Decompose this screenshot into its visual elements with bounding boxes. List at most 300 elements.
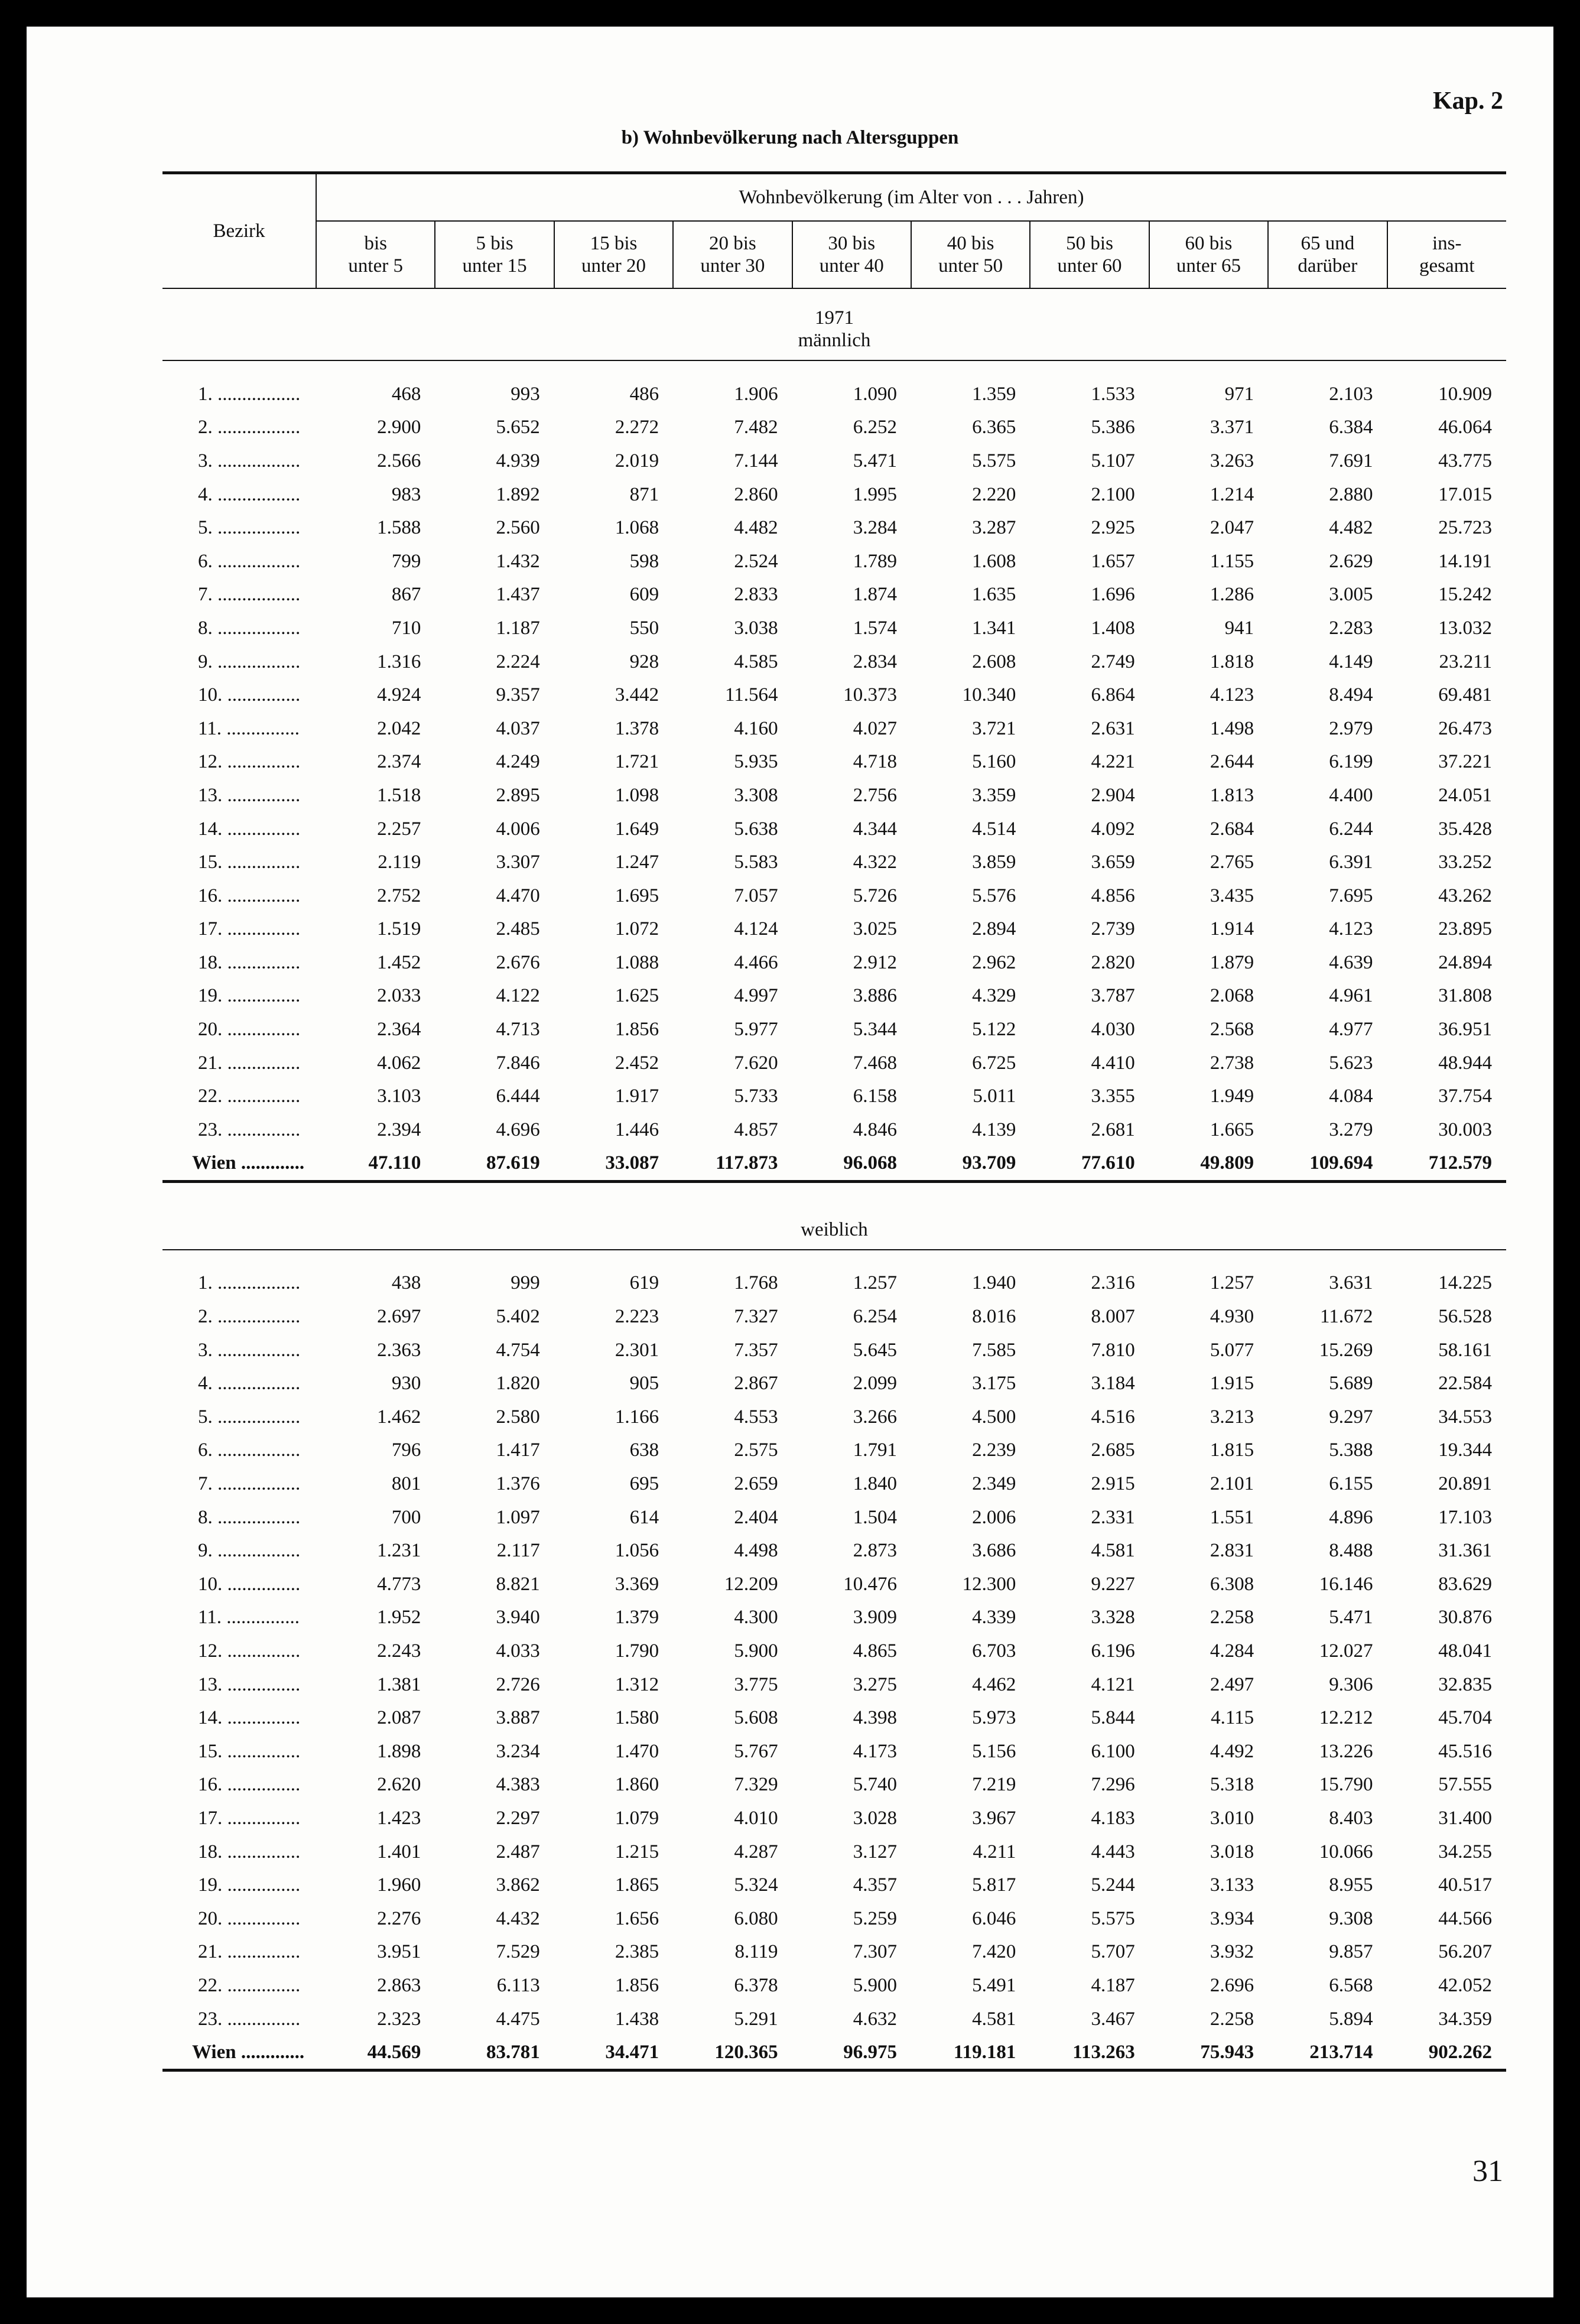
table-cell: 119.181 [911,2036,1030,2071]
table-cell: 2.820 [1091,951,1135,973]
age-group-line1: 65 und [1301,233,1355,254]
table-cell: 15.269 [1319,1339,1373,1361]
table-cell: 2.301 [615,1339,659,1361]
table-cell: 983 [391,483,421,505]
table-cell: 87.619 [435,1147,554,1182]
row-label: 7. ................. [198,1473,301,1495]
table-cell: 2.258 [1210,1607,1254,1629]
table-cell: 57.555 [1438,1774,1492,1796]
table-cell: 4.492 [1210,1740,1254,1762]
table-cell: 4.115 [1211,1707,1254,1729]
table-cell: 5.471 [1329,1607,1373,1629]
table-cell: 2.087 [377,1707,421,1729]
row-label: 12. ............... [198,751,301,773]
table-cell: 2.575 [734,1439,778,1461]
table-cell: 4.432 [496,1907,540,1929]
table-cell: 1.257 [853,1272,897,1294]
table-cell: 4.857 [734,1119,778,1140]
table-cell: 7.691 [1329,450,1373,472]
age-group-header [554,221,673,288]
table-row [162,1113,1506,1147]
table-cell: 23.211 [1439,651,1492,672]
table-cell: 4.329 [972,985,1016,1007]
table-cell: 2.331 [1091,1506,1135,1528]
table-cell: 12.300 [962,1573,1016,1595]
table-cell: 5.733 [734,1085,778,1107]
table-cell: 3.371 [1210,417,1254,438]
table-cell: 4.033 [496,1640,540,1662]
table-cell: 930 [391,1373,421,1395]
table-cell: 1.879 [1210,951,1254,973]
table-row [162,1969,1506,2003]
table-cell: 1.470 [615,1740,659,1762]
table-cell: 4.123 [1329,918,1373,940]
table-cell: 3.103 [377,1085,421,1107]
table-cell: 49.809 [1149,1147,1268,1182]
table-cell: 6.568 [1329,1974,1373,1996]
table-cell: 2.297 [496,1807,540,1829]
table-cell: 4.027 [853,717,897,739]
table-cell: 45.704 [1438,1707,1492,1729]
table-cell: 1.898 [377,1740,421,1762]
table-cell: 4.183 [1091,1807,1135,1829]
table-cell: 43.262 [1438,885,1492,906]
table-cell: 2.566 [377,450,421,472]
table-cell: 2.833 [734,584,778,606]
table-cell: 1.914 [1210,918,1254,940]
table-cell: 1.588 [377,517,421,539]
table-cell: 6.444 [496,1085,540,1107]
table-row [162,1634,1506,1668]
table-cell: 2.560 [496,517,540,539]
table-cell: 2.860 [734,483,778,505]
table-row [162,1334,1506,1367]
table-cell: 4.482 [1329,517,1373,539]
table-cell: 4.122 [496,985,540,1007]
row-label: 2. ................. [198,1306,301,1328]
table-cell: 4.466 [734,951,778,973]
table-cell: 17.015 [1438,483,1492,505]
table-cell: 3.369 [615,1573,659,1595]
table-cell: 1.519 [377,918,421,940]
table-cell: 4.865 [853,1640,897,1662]
table-cell: 5.608 [734,1707,778,1729]
table-cell: 7.357 [734,1339,778,1361]
table-cell: 2.620 [377,1774,421,1796]
age-group-line1: bis [364,233,387,254]
table-cell: 1.498 [1210,717,1254,739]
table-cell: 36.951 [1438,1019,1492,1041]
table-cell: 2.659 [734,1473,778,1495]
table-cell: 31.400 [1438,1807,1492,1829]
table-cell: 1.090 [853,383,897,405]
table-cell: 619 [629,1272,659,1294]
row-label: 15. ............... [198,1740,301,1762]
table-cell: 5.900 [734,1640,778,1662]
table-cell: 3.308 [734,784,778,806]
table-cell: 2.900 [377,417,421,438]
table-cell: 2.608 [972,651,1016,672]
age-group-line1: 50 bis [1066,233,1113,254]
table-cell: 5.011 [973,1085,1016,1107]
table-cell: 2.404 [734,1506,778,1528]
table-cell: 4.149 [1329,651,1373,672]
table-cell: 3.328 [1091,1607,1135,1629]
table-cell: 1.462 [377,1406,421,1428]
table-cell: 1.656 [615,1907,659,1929]
table-cell: 1.286 [1210,584,1254,606]
age-group-line2: unter 50 [938,255,1003,277]
table-cell: 550 [629,617,659,639]
table-cell: 7.329 [734,1774,778,1796]
table-cell: 2.117 [496,1540,540,1562]
table-cell: 2.863 [377,1974,421,1996]
row-label: 10. ............... [198,1573,301,1595]
table-cell: 9.306 [1329,1673,1373,1695]
section-weiblich [162,1181,1506,1267]
table-cell: 32.835 [1438,1673,1492,1695]
age-group-header [792,221,911,288]
row-label: 22. ............... [198,1085,301,1107]
table-cell: 8.007 [1091,1306,1135,1328]
table-cell: 1.695 [615,885,659,906]
row-label: 15. ............... [198,851,301,873]
table-cell: 2.243 [377,1640,421,1662]
table-cell: 26.473 [1438,717,1492,739]
section-heading-weiblich [162,1201,1506,1250]
age-group-line1: 60 bis [1185,233,1233,254]
row-label: Wien ............. [162,2036,316,2071]
table-cell: 5.689 [1329,1373,1373,1395]
table-cell: 5.388 [1329,1439,1373,1461]
table-cell: 710 [391,617,421,639]
age-group-line1: 20 bis [708,233,756,254]
age-group-line2: unter 30 [700,255,765,277]
table-cell: 1.960 [377,1874,421,1896]
table-cell: 2.904 [1091,784,1135,806]
table-cell: 6.384 [1329,417,1373,438]
table-row [162,1769,1506,1802]
row-label: 7. ................. [198,584,301,606]
table-cell: 7.420 [972,1941,1016,1963]
table-cell: 75.943 [1149,2036,1268,2071]
table-cell: 2.019 [615,450,659,472]
table-cell: 4.357 [853,1874,897,1896]
table-cell: 598 [629,550,659,572]
table-row [162,645,1506,679]
table-cell: 1.768 [734,1272,778,1294]
table-cell: 3.355 [1091,1085,1135,1107]
table-cell: 2.485 [496,918,540,940]
table-cell: 1.815 [1210,1439,1254,1461]
table-cell: 4.322 [853,851,897,873]
table-cell: 12.212 [1319,1707,1373,1729]
table-cell: 1.379 [615,1607,659,1629]
table-cell: 1.580 [615,1707,659,1729]
table-cell: 4.344 [853,818,897,840]
table-cell: 5.638 [734,818,778,840]
table-cell: 905 [629,1373,659,1395]
table-cell: 2.220 [972,483,1016,505]
table-cell: 1.940 [972,1272,1016,1294]
table-cell: 4.961 [1329,985,1373,1007]
table-cell: 4.037 [496,717,540,739]
table-cell: 4.896 [1329,1506,1373,1528]
table-cell: 2.696 [1210,1974,1254,1996]
table-row [162,1534,1506,1568]
table-cell: 4.482 [734,517,778,539]
table-cell: 3.934 [1210,1907,1254,1929]
table-cell: 4.514 [972,818,1016,840]
table-cell: 5.623 [1329,1052,1373,1074]
age-group-header [673,221,792,288]
table-cell: 1.214 [1210,483,1254,505]
table-row [162,1835,1506,1869]
table-cell: 13.032 [1438,617,1492,639]
table-cell: 3.775 [734,1673,778,1695]
table-cell: 3.862 [496,1874,540,1896]
row-label: 21. ............... [198,1941,301,1963]
table-cell: 902.262 [1387,2036,1506,2071]
table-cell: 7.585 [972,1339,1016,1361]
age-group-header [1387,221,1506,288]
table-cell: 468 [391,383,421,405]
table-cell: 1.417 [496,1439,540,1461]
table-cell: 109.694 [1268,1147,1387,1182]
table-cell: 1.906 [734,383,778,405]
table-row [162,511,1506,545]
table-cell: 2.047 [1210,517,1254,539]
table-cell: 9.308 [1329,1907,1373,1929]
table-cell: 213.714 [1268,2036,1387,2071]
row-label: 6. ................. [198,1439,301,1461]
table-cell: 1.312 [615,1673,659,1695]
table-cell: 4.977 [1329,1019,1373,1041]
table-cell: 1.247 [615,851,659,873]
table-cell: 1.504 [853,1506,897,1528]
row-label: 8. ................. [198,1506,301,1528]
table-cell: 2.580 [496,1406,540,1428]
row-label: 3. ................. [198,450,301,472]
table-cell: 971 [1224,383,1254,405]
table-cell: 4.284 [1210,1640,1254,1662]
table-row [162,846,1506,879]
table-cell: 15.242 [1438,584,1492,606]
row-label: 5. ................. [198,517,301,539]
table-cell: 1.376 [496,1473,540,1495]
table-cell: 1.856 [615,1019,659,1041]
table-cell: 3.234 [496,1740,540,1762]
table-cell: 3.018 [1210,1841,1254,1863]
row-label: 19. ............... [198,1874,301,1896]
table-cell: 8.488 [1329,1540,1373,1562]
table-cell: 4.410 [1091,1052,1135,1074]
table-cell: 25.723 [1438,517,1492,539]
table-cell: 4.718 [853,751,897,773]
table-cell: 7.810 [1091,1339,1135,1361]
row-label: 5. ................. [198,1406,301,1428]
table-cell: 14.191 [1438,550,1492,572]
table-cell: 3.275 [853,1673,897,1695]
table-cell: 11.564 [725,684,778,706]
table-cell: 2.119 [378,851,421,873]
table-cell: 3.886 [853,985,897,1007]
table-row [162,545,1506,578]
table-cell: 5.894 [1329,2008,1373,2030]
table-cell: 3.909 [853,1607,897,1629]
table-cell: 24.894 [1438,951,1492,973]
table-cell: 3.721 [972,717,1016,739]
table-cell: 40.517 [1438,1874,1492,1896]
table-cell: 6.378 [734,1974,778,1996]
table-row [162,411,1506,445]
table-cell: 7.219 [972,1774,1016,1796]
table-cell: 7.144 [734,450,778,472]
table-row [162,913,1506,947]
section-label: weiblich [801,1218,868,1240]
table-cell: 5.935 [734,751,778,773]
table-cell: 5.386 [1091,417,1135,438]
table-cell: 3.442 [615,684,659,706]
table-cell: 993 [511,383,540,405]
table-cell: 2.239 [972,1439,1016,1461]
table-cell: 4.500 [972,1406,1016,1428]
table-cell: 2.568 [1210,1019,1254,1041]
table-cell: 2.880 [1329,483,1373,505]
row-label: 11. ............... [198,1607,300,1629]
page-number: 31 [1472,2154,1503,2188]
table-cell: 2.962 [972,951,1016,973]
table-cell: 3.213 [1210,1406,1254,1428]
table-row [162,946,1506,980]
table-cell: 614 [629,1506,659,1528]
table-cell: 37.221 [1438,751,1492,773]
table-cell: 2.867 [734,1373,778,1395]
table-cell: 113.263 [1030,2036,1149,2071]
table-cell: 1.381 [377,1673,421,1695]
table-cell: 1.187 [496,617,540,639]
table-cell: 6.199 [1329,751,1373,773]
table-cell: 1.088 [615,951,659,973]
table-cell: 2.684 [1210,818,1254,840]
table-cell: 5.817 [972,1874,1016,1896]
rows-weiblich [162,1267,1506,2071]
table-cell: 1.657 [1091,550,1135,572]
table-cell: 2.873 [853,1540,897,1562]
table-cell: 120.365 [673,2036,792,2071]
table-cell: 31.808 [1438,985,1492,1007]
population-table [162,171,1506,2072]
age-group-header [1268,221,1387,288]
table-cell: 1.995 [853,483,897,505]
table-cell: 20.891 [1438,1473,1492,1495]
age-group-header [911,221,1030,288]
row-label: 14. ............... [198,818,301,840]
table-cell: 34.471 [554,2036,673,2071]
table-cell: 2.895 [496,784,540,806]
table-cell: 5.575 [972,450,1016,472]
table-cell: 5.645 [853,1339,897,1361]
table-cell: 871 [629,483,659,505]
table-cell: 4.084 [1329,1085,1373,1107]
table-cell: 6.864 [1091,684,1135,706]
section-year: 1971 [815,307,854,329]
age-group-line2: unter 20 [581,255,646,277]
row-label: 12. ............... [198,1640,301,1662]
table-row [162,712,1506,746]
table-cell: 2.915 [1091,1473,1135,1495]
table-row [162,478,1506,512]
table-cell: 8.403 [1329,1807,1373,1829]
table-cell: 4.173 [853,1740,897,1762]
table-cell: 5.844 [1091,1707,1135,1729]
row-label: 4. ................. [198,1373,301,1395]
table-cell: 1.359 [972,383,1016,405]
table-cell: 12.027 [1319,1640,1373,1662]
table-cell: 5.740 [853,1774,897,1796]
table-cell: 6.155 [1329,1473,1373,1495]
table-cell: 1.820 [496,1373,540,1395]
table-cell: 4.211 [973,1841,1016,1863]
table-cell: 2.272 [615,417,659,438]
table-cell: 33.087 [554,1147,673,1182]
table-cell: 1.452 [377,951,421,973]
table-cell: 2.738 [1210,1052,1254,1074]
table-row [162,444,1506,478]
table-cell: 4.632 [853,2008,897,2030]
row-label: 1. ................. [198,383,301,405]
table-cell: 9.227 [1091,1573,1135,1595]
table-cell: 2.323 [377,2008,421,2030]
table-cell: 799 [391,550,421,572]
row-label: 19. ............... [198,985,301,1007]
table-cell: 30.876 [1438,1607,1492,1629]
table-row [162,1467,1506,1501]
age-group-line2: unter 60 [1057,255,1122,277]
row-label: 6. ................. [198,550,301,572]
table-row [162,1367,1506,1400]
table-row [162,779,1506,812]
column-header-bezirk: Bezirk [162,173,316,289]
table-cell: 4.249 [496,751,540,773]
table-cell: 5.244 [1091,1874,1135,1896]
table-cell: 3.951 [377,1941,421,1963]
table-cell: 2.739 [1091,918,1135,940]
table-cell: 6.725 [972,1052,1016,1074]
table-row [162,1902,1506,1936]
table-cell: 9.297 [1329,1406,1373,1428]
row-label: Wien ............. [162,1147,316,1182]
table-cell: 2.979 [1329,717,1373,739]
row-label: 17. ............... [198,918,301,940]
table-cell: 10.066 [1319,1841,1373,1863]
age-group-header [316,221,435,288]
table-cell: 3.287 [972,517,1016,539]
table-cell: 638 [629,1439,659,1461]
table-cell: 5.491 [972,1974,1016,1996]
row-label: 18. ............... [198,1841,301,1863]
table-cell: 6.113 [496,1974,540,1996]
table-cell: 6.196 [1091,1640,1135,1662]
table-cell: 9.357 [496,684,540,706]
table-cell: 5.471 [853,450,897,472]
table-cell: 3.307 [496,851,540,873]
table-cell: 34.553 [1438,1406,1492,1428]
table-row [162,1267,1506,1301]
table-cell: 801 [391,1473,421,1495]
table-cell: 5.576 [972,885,1016,906]
table-cell: 3.279 [1329,1119,1373,1140]
